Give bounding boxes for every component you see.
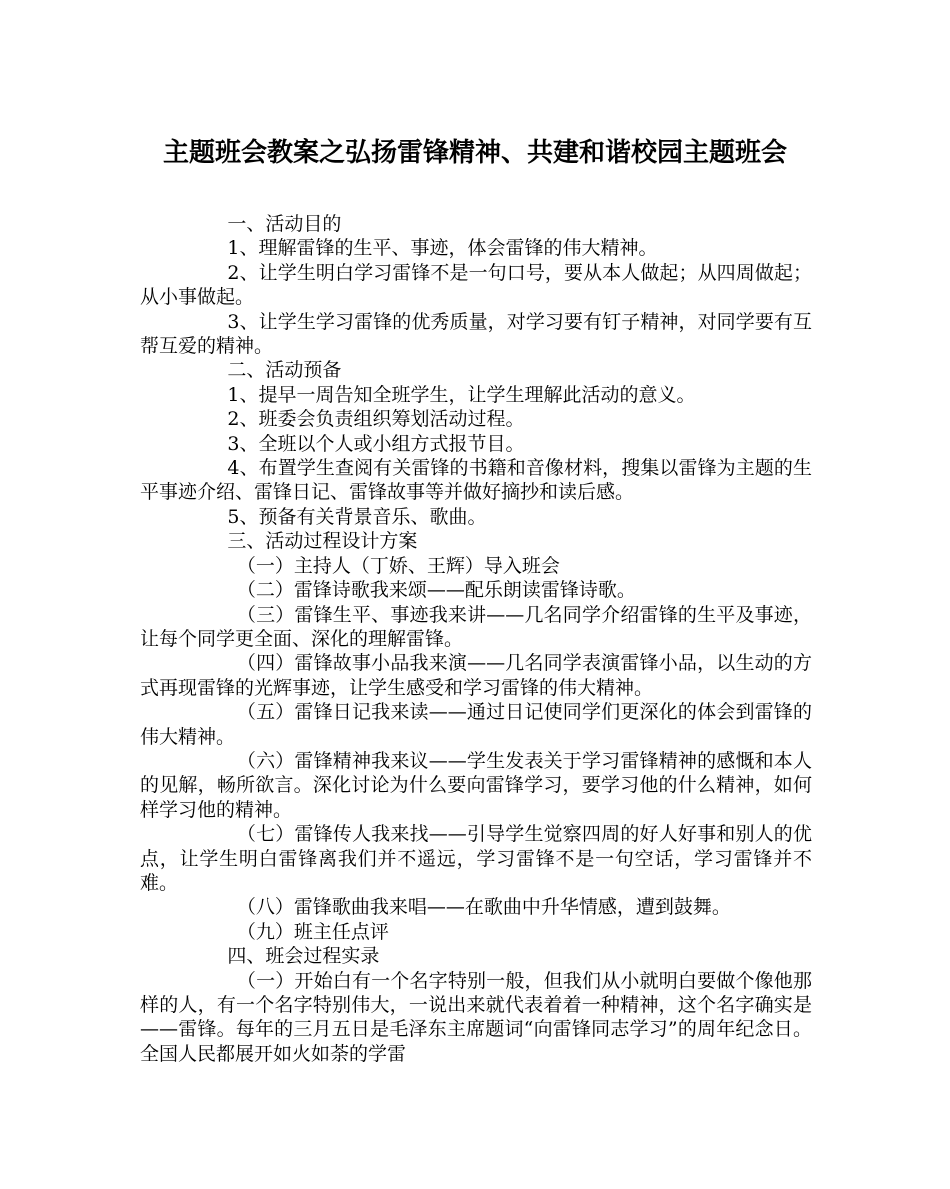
section-heading: 一、活动目的 xyxy=(227,213,342,235)
paragraph: （一）开始白有一个名字特别一般，但我们从小就明白要做个像他那样的人，有一个名字特别伟大，一说出来就代表着着一种精神，这个名字确实是——雷锋。每年的三月五日是毛泽东主席题词“向雷锋同志学习”的周年纪念日。全国人民都展开如火如荼的学雷 xyxy=(140,969,812,1065)
paragraph: 2、班委会负责组织筹划活动过程。 xyxy=(227,408,525,431)
paragraph: （八）雷锋歌曲我来唱——在歌曲中升华情感，遭到鼓舞。 xyxy=(236,896,731,919)
section-heading: 四、班会过程实录 xyxy=(227,945,380,968)
paragraph: （二）雷锋诗歌我来颂——配乐朗读雷锋诗歌。 xyxy=(236,579,636,602)
paragraph: （七）雷锋传人我来找——引导学生觉察四周的好人好事和别人的优点，让学生明白雷锋离我们并不遥远，学习雷锋不是一句空话，学习雷锋并不难。 xyxy=(140,823,812,894)
paragraph: 1、提早一周告知全班学生，让学生理解此活动的意义。 xyxy=(227,383,696,406)
paragraph: （五）雷锋日记我来读——通过日记使同学们更深化的体会到雷锋的伟大精神。 xyxy=(140,701,812,748)
paragraph: （六）雷锋精神我来议——学生发表关于学习雷锋精神的感慨和本人的见解，畅所欲言。深化讨论为什么要向雷锋学习，要学习他的什么精神，如何样学习他的精神。 xyxy=(140,749,812,821)
section-heading: 三、活动过程设计方案 xyxy=(227,530,418,553)
paragraph: （三）雷锋生平、事迹我来讲——几名同学介绍雷锋的生平及事迹，让每个同学更全面、深化的理解雷锋。 xyxy=(140,603,812,650)
document-body xyxy=(140,212,812,1066)
paragraph: 1、理解雷锋的生平、事迹，体会雷锋的伟大精神。 xyxy=(227,237,658,260)
paragraph: 3、让学生学习雷锋的优秀质量，对学习要有钉子精神，对同学要有互帮互爱的精神。 xyxy=(140,310,812,358)
paragraph: 2、让学生明白学习雷锋不是一句口号，要从本人做起；从四周做起；从小事做起。 xyxy=(140,261,812,309)
section-heading: 二、活动预备 xyxy=(227,359,342,382)
paragraph: （四）雷锋故事小品我来演——几名同学表演雷锋小品，以生动的方式再现雷锋的光辉事迹，让学生感受和学习雷锋的伟大精神。 xyxy=(140,652,812,699)
paragraph: （一）主持人（丁娇、王辉）导入班会 xyxy=(236,554,560,577)
paragraph: （九）班主任点评 xyxy=(236,920,389,943)
paragraph: 3、全班以个人或小组方式报节目。 xyxy=(227,432,525,455)
paragraph: 5、预备有关背景音乐、歌曲。 xyxy=(227,505,487,528)
document-title: 主题班会教案之弘扬雷锋精神、共建和谐校园主题班会 xyxy=(162,138,787,168)
paragraph: 4、布置学生查阅有关雷锋的书籍和音像材料，搜集以雷锋为主题的生平事迹介绍、雷锋日记、雷锋故事等并做好摘抄和读后感。 xyxy=(140,457,812,504)
